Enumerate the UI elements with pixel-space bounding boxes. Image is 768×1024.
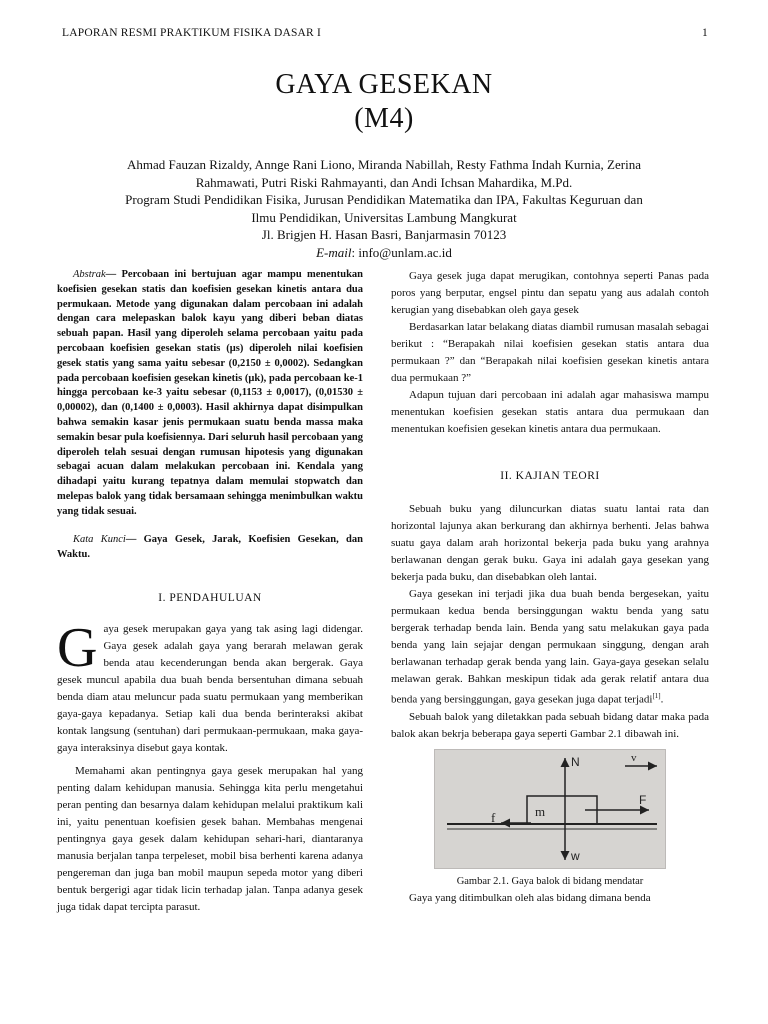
author-names-1: Ahmad Fauzan Rizaldy, Annge Rani Liono, Miranda Nabillah, Resty Fathma Indah Kurnia, Zerina [127, 157, 641, 172]
right-paragraph-5-text: Gaya gesekan ini terjadi jika dua buah benda bergesekan, yaitu permukaan kedua benda bersinggungan waktu benda yang satu bergerak terhadap benda lain. Benda yang satu melakukan gaya pada benda yang lain sejajar dengan permukaan singgung, dengan arah berlawanan terhadap gerak benda yang lain. Gaya-gaya gesekan selalu melawan gerak. Bahkan meskipun tidak ada gerak relatif antara dua benda yang bersinggungan, gaya gesekan juga dapat terjadi [391, 588, 709, 706]
right-paragraph-2: Berdasarkan latar belakang diatas diambil rumusan masalah sebagai berikut : “Berapakah nilai koefisien gesekan statis antara dua permukaan ?” dan “Berapakah nilai koefisien gesekan kinetis antara dua permukaan ?” [391, 321, 709, 384]
right-paragraph-3: Adapun tujuan dari percobaan ini adalah agar mahasiswa mampu menentukan koefisien gesekan statis antara dua permukaan dan menentukan koefisien gesekan kinetis antara dua permukaan. [391, 389, 709, 435]
email-label: E-mail [316, 244, 352, 260]
running-header [62, 27, 708, 39]
author-block [95, 156, 673, 261]
force-diagram-svg [435, 750, 665, 868]
label-F: F [639, 792, 647, 807]
journal-header: LAPORAN RESMI PRAKTIKUM FISIKA DASAR I [62, 27, 322, 39]
title-line-1: GAYA GESEKAN [275, 69, 493, 100]
right-paragraph-6: Sebuah balok yang diletakkan pada sebuah bidang datar maka pada balok akan bekrja beberapa gaya seperti Gambar 2.1 dibawah ini. [391, 710, 709, 740]
figure-force-diagram [434, 749, 666, 869]
label-N: N [571, 754, 580, 769]
title-line-2: (M4) [354, 103, 414, 134]
right-column [391, 268, 709, 907]
email-line [95, 244, 673, 262]
right-paragraph-5 [391, 586, 709, 709]
label-f: f [491, 809, 496, 825]
figure-caption: Gambar 2.1. Gaya balok di bidang mendatar [456, 875, 644, 887]
keywords [57, 532, 363, 562]
paper-title [0, 68, 768, 136]
right-paragraph-5-end: . [660, 693, 664, 706]
section-heading-pendahuluan: I. PENDAHULUAN [158, 591, 262, 604]
label-m: m [535, 803, 546, 819]
right-paragraph-4: Sebuah buku yang diluncurkan diatas suatu lantai rata dan horizontal lajunya akan berkurang dan akhirnya berhenti. Jelas bahwa suatu gaya dalam arah horizontal bekerja pada buku yang arahnya berlawanan dengan gerak buku. Gaya ini adalah gaya gesekan yang bekerja pada buku, dan disebabkan oleh lantai. [391, 503, 709, 583]
intro-paragraph-1-text: aya gesek merupakan gaya yang tak asing lagi didengar. Gaya gesek adalah gaya yang berarah melawan gerak benda atau kecenderungan benda akan bergerak. Gaya gesek muncul apabila dua buah benda bersentuhan dimana sebuah benda diam atau meluncur pada suatu permukaan yang memberikan gaya-gaya kepadanya. Setiap kali dua benda berinteraksi akibat kontak langsung (sentuhan) dari permukaan-permukaan, maka gaya-gaya interaksinya disebut gaya kontak. [57, 622, 363, 754]
keywords-label: Kata Kunci [73, 533, 126, 545]
intro-paragraph-1 [57, 616, 363, 757]
right-paragraph-7: Gaya yang ditimbulkan oleh alas bidang dimana benda [409, 891, 651, 904]
left-column [57, 268, 363, 916]
address: Jl. Brigjen H. Hasan Basri, Banjarmasin 70123 [261, 227, 507, 242]
drop-cap: G [57, 616, 98, 679]
citation-ref[interactable]: [1] [652, 692, 661, 700]
intro-paragraph-2: Memahami akan pentingnya gaya gesek merupakan hal yang penting dalam kehidupan manusia. Sehingga kita perlu mengetahui peran penting dan besarnya dalam kehidupan melalui praktikum kali ini, yaitu penentuan koefisien gesek bahan. Membahas mengenai pentingnya gaya gesek dalam kehidupan sehari-hari, diantaranya manusia berjalan tanpa terpeleset, mobil bisa berhenti karena adanya pengereman dan juga ban mobil maupun sepeda motor yang diberi bentuk bergerigi agar tidak licin terhadap jalan. Tanpa adanya gesek juga tidak dapat tercipta parasut. [57, 764, 363, 913]
affiliation-2: Ilmu Pendidikan, Universitas Lambung Mangkurat [251, 209, 517, 225]
photo-background [435, 750, 665, 868]
label-v: v [631, 751, 637, 764]
abstract-text: — Percobaan ini bertujuan agar mampu menentukan koefisien gesekan statis dan koefisien gesekan kinetis antara dua permukaan. Metode yang digunakan dalam percobaan ini adalah dengan cara melepaskan balok kayu yang diberi beban diatas sebuah papan. Hasil yang diperoleh selama percobaan yaitu pada percobaan koefisien gesekan statis (μs) diperoleh nilai koefisien gesek statis yang sama yaitu sebesar (0,2150 ± 0,0002). Sedangkan pada percobaan koefisien gesekan kinetis (μk), pada percobaan ke-1 hingga percobaan ke-3 yaitu sebesar (0,1153 ± 0,0017), (0,01530 ± 0,00002), dan (0,1400 ± 0,0003). Hasil akhirnya dapat disimpulkan bahwa semakin kasar jenis permukaan suatu benda massa maka semakin besar pula koefisiennya. Dari seluruh hasil percobaan yang diperoleh telah sesuai dengan rumusan hipotesis yang digunakan sebagai acuan dalam melakukan percobaan ini. Kendala yang dihadapi yaitu kurang tepatnya dalam memulai stopwatch dan melepas balok yang tidak bersamaan sehingga menimbulkan waktu yang tidak sesuai. [57, 269, 363, 517]
affiliation-1: Program Studi Pendidikan Fisika, Jurusan Pendidikan Matematika dan IPA, Fakultas Keguruan dan [125, 192, 643, 207]
section-heading-kajian-teori: II. KAJIAN TEORI [500, 470, 600, 482]
keywords-text: — Gaya Gesek, Jarak, Koefisien Gesekan, dan Waktu. [57, 533, 363, 560]
page-number: 1 [702, 27, 708, 39]
right-paragraph-1: Gaya gesek juga dapat merugikan, contohnya seperti Panas pada poros yang berputar, engsel pintu dan sepatu yang aus adalah contoh kerugian yang disebabkan oleh gaya gesek [391, 270, 709, 316]
abstract [57, 268, 363, 520]
label-w: w [571, 848, 580, 863]
author-names-2: Rahmawati, Putri Riski Rahmayanti, dan Andi Ichsan Mahardika, M.Pd. [195, 174, 573, 190]
email-address[interactable]: : info@unlam.ac.id [351, 244, 452, 260]
abstract-label: Abstrak [73, 269, 106, 280]
